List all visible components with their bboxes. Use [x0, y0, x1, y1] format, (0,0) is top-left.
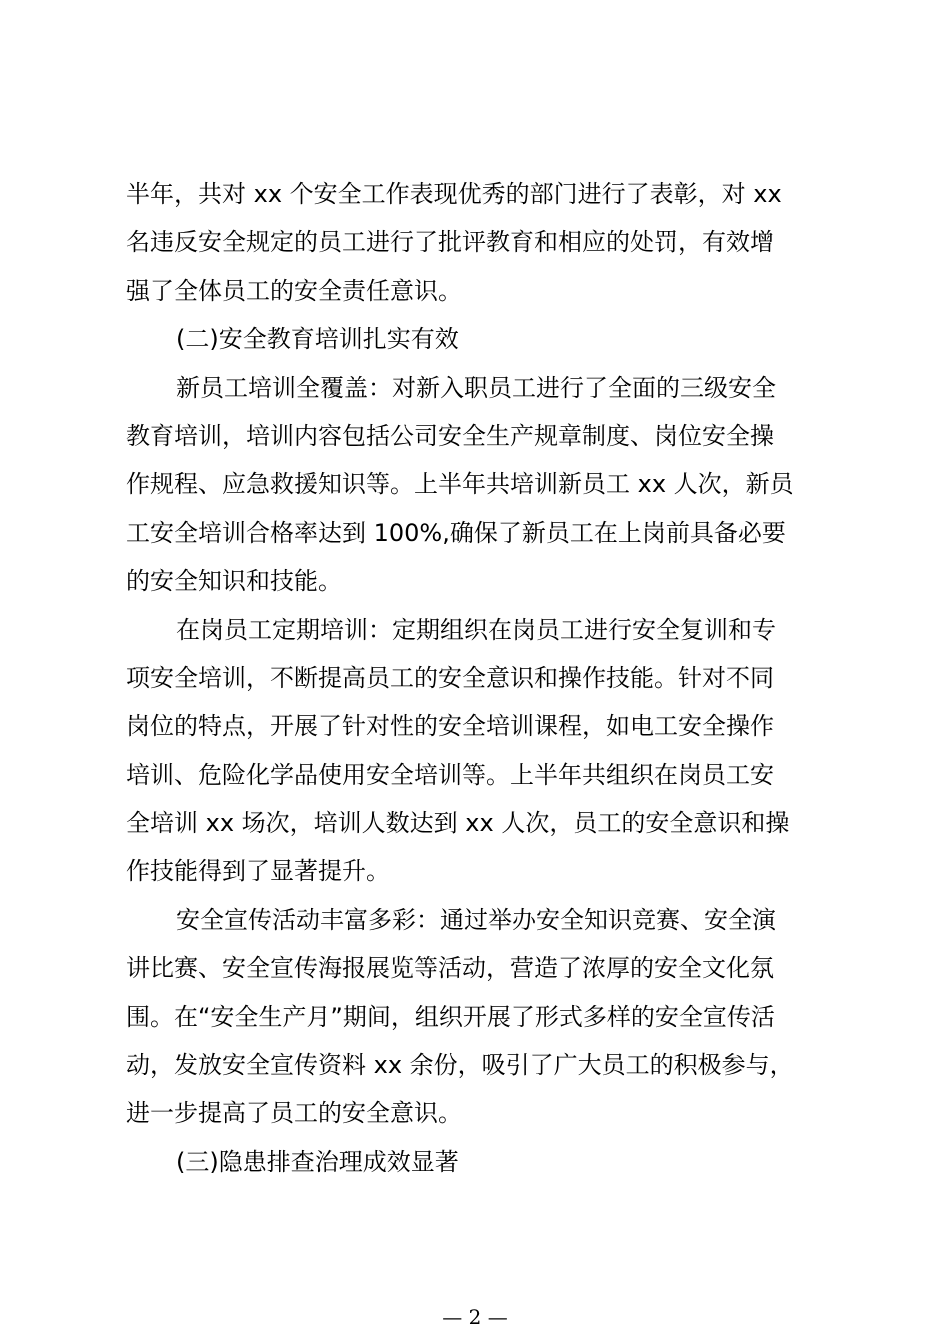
text-line: 半年，共对 xx 个安全工作表现优秀的部门进行了表彰，对 xx	[126, 180, 782, 208]
text-line: 讲比赛、安全宣传海报展览等活动，营造了浓厚的安全文化氛	[126, 954, 774, 983]
text-line: 进一步提高了员工的安全意识。	[126, 1099, 462, 1128]
text-line: 动，发放安全宣传资料 xx 余份，吸引了广大员工的积极参与，	[126, 1051, 794, 1080]
text-line: 培训、危险化学品使用安全培训等。上半年共组织在岗员工安	[126, 760, 774, 789]
text-line: 作规程、应急救援知识等。上半年共培训新员工 xx 人次，新员	[126, 470, 794, 499]
text-line: 教育培训，培训内容包括公司安全生产规章制度、岗位安全操	[126, 421, 774, 450]
text-line: 围。在“安全生产月”期间，组织开展了形式多样的安全宣传活	[126, 1002, 775, 1031]
paragraph-first-line: (三)隐患排查治理成效显著	[176, 1147, 459, 1176]
text-line: 项安全培训，不断提高员工的安全意识和操作技能。针对不同	[126, 663, 774, 692]
paragraph-first-line: 安全宣传活动丰富多彩：通过举办安全知识竞赛、安全演	[176, 905, 776, 934]
text-line: 岗位的特点，开展了针对性的安全培训课程，如电工安全操作	[126, 712, 774, 741]
paragraph-first-line: 在岗员工定期培训：定期组织在岗员工进行安全复训和专	[176, 615, 776, 644]
text-line: 的安全知识和技能。	[126, 567, 342, 596]
text-line: 强了全体员工的安全责任意识。	[126, 276, 462, 305]
paragraph-first-line: 新员工培训全覆盖：对新入职员工进行了全面的三级安全	[176, 373, 776, 402]
text-line: 作技能得到了显著提升。	[126, 857, 390, 886]
paragraph-first-line: (二)安全教育培训扎实有效	[176, 325, 459, 354]
text-line: 工安全培训合格率达到 100%,确保了新员工在上岗前具备必要	[126, 518, 786, 547]
text-line: 名违反安全规定的员工进行了批评教育和相应的处罚，有效增	[126, 228, 774, 257]
body-text	[126, 170, 826, 1186]
text-line: 全培训 xx 场次，培训人数达到 xx 人次，员工的安全意识和操	[126, 809, 790, 838]
page-number: — 2 —	[442, 1305, 508, 1329]
